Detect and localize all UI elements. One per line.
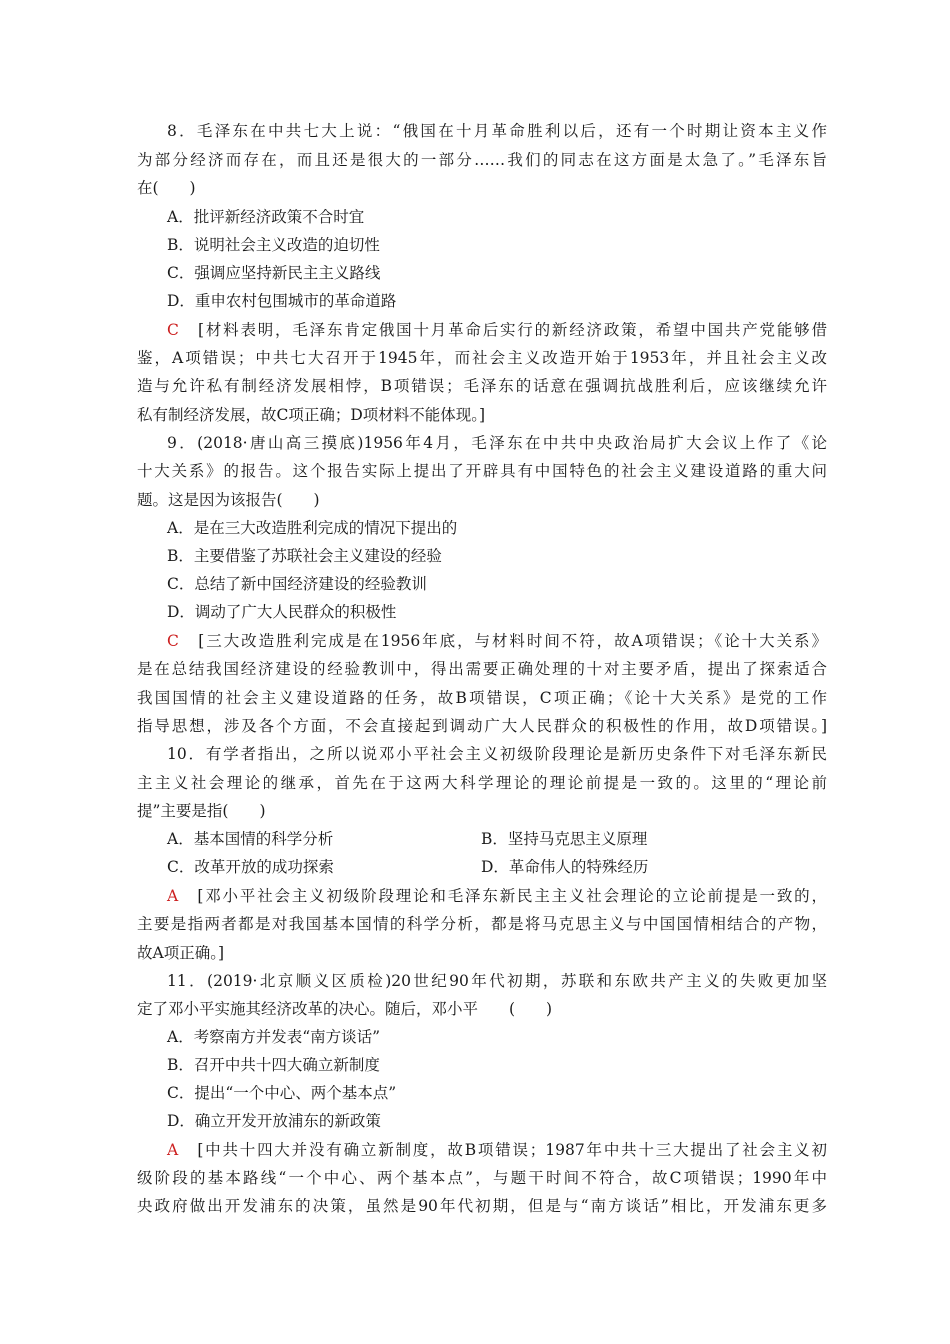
- option-d: D．确立开发开放浦东的新政策: [167, 1112, 381, 1130]
- explanation-line: 级阶段的基本路线“一个中心、两个基本点”，与题干时间不符合，故C项错误；1990年中: [137, 1169, 827, 1187]
- option-c: C．强调应坚持新民主主义路线: [167, 264, 381, 282]
- option-c: C．总结了新中国经济建设的经验教训: [167, 575, 427, 593]
- question-stem-line: 定了邓小平实施其经济改革的决心。随后，邓小平 ( ): [137, 1000, 553, 1018]
- explanation-line: 造与允许私有制经济发展相悖，B项错误；毛泽东的话意在强调抗战胜利后，应该继续允许: [137, 377, 827, 395]
- question-stem-line: 为部分经济而存在，而且还是很大的一部分……我们的同志在这方面是太急了。”毛泽东旨: [137, 151, 827, 169]
- explanation-line: C [三大改造胜利完成是在1956年底，与材料时间不符，故A项错误；《论十大关系》: [167, 632, 827, 650]
- option-c: C．提出“一个中心、两个基本点”: [167, 1084, 397, 1102]
- answer-letter: C: [167, 632, 179, 650]
- option-a: A．是在三大改造胜利完成的情况下提出的: [167, 519, 458, 537]
- answer-letter: A: [167, 1141, 179, 1159]
- option-d: D．革命伟人的特殊经历: [481, 858, 649, 876]
- explanation-line: A [邓小平社会主义初级阶段理论和毛泽东新民主主义社会理论的立论前提是一致的，: [167, 887, 827, 905]
- option-d: D．调动了广大人民群众的积极性: [167, 603, 397, 621]
- option-a: A．批评新经济政策不合时宜: [167, 208, 365, 226]
- explanation-line: 指导思想，涉及各个方面，不会直接起到调动广大人民群众的积极性的作用，故D项错误。]: [137, 717, 827, 735]
- option-c: C．改革开放的成功探索: [167, 858, 334, 876]
- question-stem-line: 在( ): [137, 179, 196, 197]
- question-stem-line: 11．(2019·北京顺义区质检)20世纪90年代初期，苏联和东欧共产主义的失败更加坚: [167, 972, 827, 990]
- explanation-line: 是在总结我国经济建设的经验教训中，得出需要正确处理的十对主要矛盾，提出了探索适合: [137, 660, 827, 678]
- option-b: B．主要借鉴了苏联社会主义建设的经验: [167, 547, 442, 565]
- option-d: D．重申农村包围城市的革命道路: [167, 292, 397, 310]
- answer-letter: C: [167, 321, 179, 339]
- question-stem-line: 9．(2018·唐山高三摸底)1956年4月，毛泽东在中共中央政治局扩大会议上作了《论: [167, 434, 827, 452]
- question-stem-line: 8．毛泽东在中共七大上说：“俄国在十月革命胜利以后，还有一个时期让资本主义作: [167, 122, 827, 140]
- question-stem-line: 10．有学者指出，之所以说邓小平社会主义初级阶段理论是新历史条件下对毛泽东新民: [167, 745, 827, 763]
- option-a: A．基本国情的科学分析: [167, 830, 334, 848]
- explanation-line: 私有制经济发展，故C项正确；D项材料不能体现。]: [137, 406, 486, 424]
- explanation-line: 鉴，A项错误；中共七大召开于1945年，而社会主义改造开始于1953年，并且社会主义改: [137, 349, 827, 367]
- question-stem-line: 主主义社会理论的继承，首先在于这两大科学理论的理论前提是一致的。这里的“理论前: [137, 774, 827, 792]
- explanation-line: A [中共十四大并没有确立新制度，故B项错误；1987年中共十三大提出了社会主义初: [167, 1141, 827, 1159]
- explanation-line: 央政府做出开发浦东的决策，虽然是90年代初期，但是与“南方谈话”相比，开发浦东更多: [137, 1197, 827, 1215]
- option-a: A．考察南方并发表“南方谈话”: [167, 1028, 381, 1046]
- explanation-line: 我国国情的社会主义建设道路的任务，故B项错误，C项正确；《论十大关系》是党的工作: [137, 689, 827, 707]
- question-stem-line: 题。这是因为该报告( ): [137, 491, 320, 509]
- explanation-line: 故A项正确。]: [137, 944, 224, 962]
- question-stem-line: 提”主要是指( ): [137, 802, 266, 820]
- option-b: B．说明社会主义改造的迫切性: [167, 236, 380, 254]
- option-b: B．坚持马克思主义原理: [481, 830, 648, 848]
- question-stem-line: 十大关系》的报告。这个报告实际上提出了开辟具有中国特色的社会主义建设道路的重大问: [137, 462, 827, 480]
- answer-letter: A: [167, 887, 179, 905]
- explanation-line: 主要是指两者都是对我国基本国情的科学分析，都是将马克思主义与中国国情相结合的产物，: [137, 915, 827, 933]
- explanation-line: C [材料表明，毛泽东肯定俄国十月革命后实行的新经济政策，希望中国共产党能够借: [167, 321, 827, 339]
- option-b: B．召开中共十四大确立新制度: [167, 1056, 380, 1074]
